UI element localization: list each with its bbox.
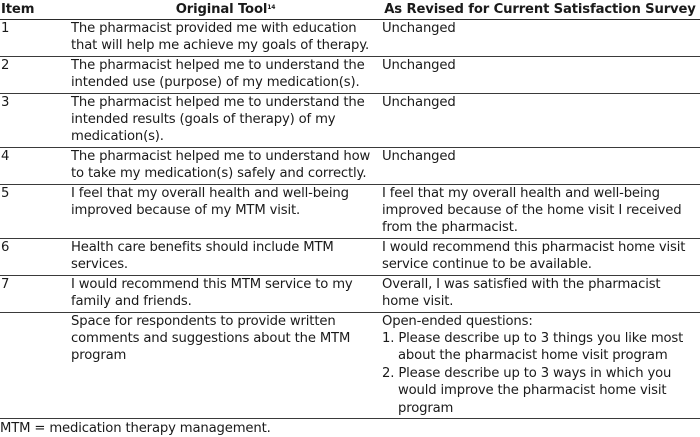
revised-text: Unchanged [380, 93, 700, 147]
original-text: The pharmacist helped me to understand the intended results (goals of therapy) of my medication(s). [71, 93, 380, 147]
original-text: The pharmacist helped me to understand how to take my medication(s) safely and correctly. [71, 147, 380, 184]
revised-text: Overall, I was satisfied with the pharmacist home visit. [380, 275, 700, 312]
item-number [0, 312, 71, 418]
revised-text: Unchanged [380, 56, 700, 93]
revised-text: I would recommend this pharmacist home visit service continue to be available. [380, 238, 700, 275]
original-text: The pharmacist helped me to understand the intended use (purpose) of my medication(s). [71, 56, 380, 93]
table-row [0, 93, 700, 147]
item-number: 5 [0, 184, 71, 238]
revised-text: Unchanged [380, 20, 700, 57]
revised-text: I feel that my overall health and well-being improved because of the home visit I received from the pharmacist. [380, 184, 700, 238]
table-header-row [0, 0, 700, 20]
original-text: I would recommend this MTM service to my family and friends. [71, 275, 380, 312]
open-ended-question: 1. Please describe up to 3 things you like most about the pharmacist home visit program [382, 330, 684, 364]
item-number: 4 [0, 147, 71, 184]
open-ended-question-list [382, 330, 700, 417]
table-row [0, 275, 700, 312]
reference-superscript: 14 [267, 4, 276, 11]
table-row [0, 56, 700, 93]
open-ended-intro: Open-ended questions: [382, 313, 533, 329]
revised-text: Unchanged [380, 147, 700, 184]
table-row-open-ended [0, 312, 700, 418]
original-text: Space for respondents to provide written comments and suggestions about the MTM program [71, 312, 380, 418]
revised-open-ended [380, 312, 700, 418]
item-number: 2 [0, 56, 71, 93]
item-number: 6 [0, 238, 71, 275]
table-row [0, 184, 700, 238]
original-text: Health care benefits should include MTM services. [71, 238, 380, 275]
item-number: 1 [0, 20, 71, 57]
item-number: 3 [0, 93, 71, 147]
original-text: I feel that my overall health and well-being improved because of my MTM visit. [71, 184, 380, 238]
header-revised: As Revised for Current Satisfaction Survey [380, 0, 700, 20]
table-row [0, 238, 700, 275]
header-original-label: Original Tool [175, 2, 268, 17]
header-original-tool [71, 0, 380, 20]
table-footnote: MTM = medication therapy management. [0, 420, 271, 436]
open-ended-question: 2. Please describe up to 3 ways in which you would improve the pharmacist home visit program [382, 365, 672, 416]
item-number: 7 [0, 275, 71, 312]
header-item: Item [0, 0, 71, 20]
table-row [0, 147, 700, 184]
table-row [0, 20, 700, 57]
original-text: The pharmacist provided me with education that will help me achieve my goals of therapy. [71, 20, 380, 57]
